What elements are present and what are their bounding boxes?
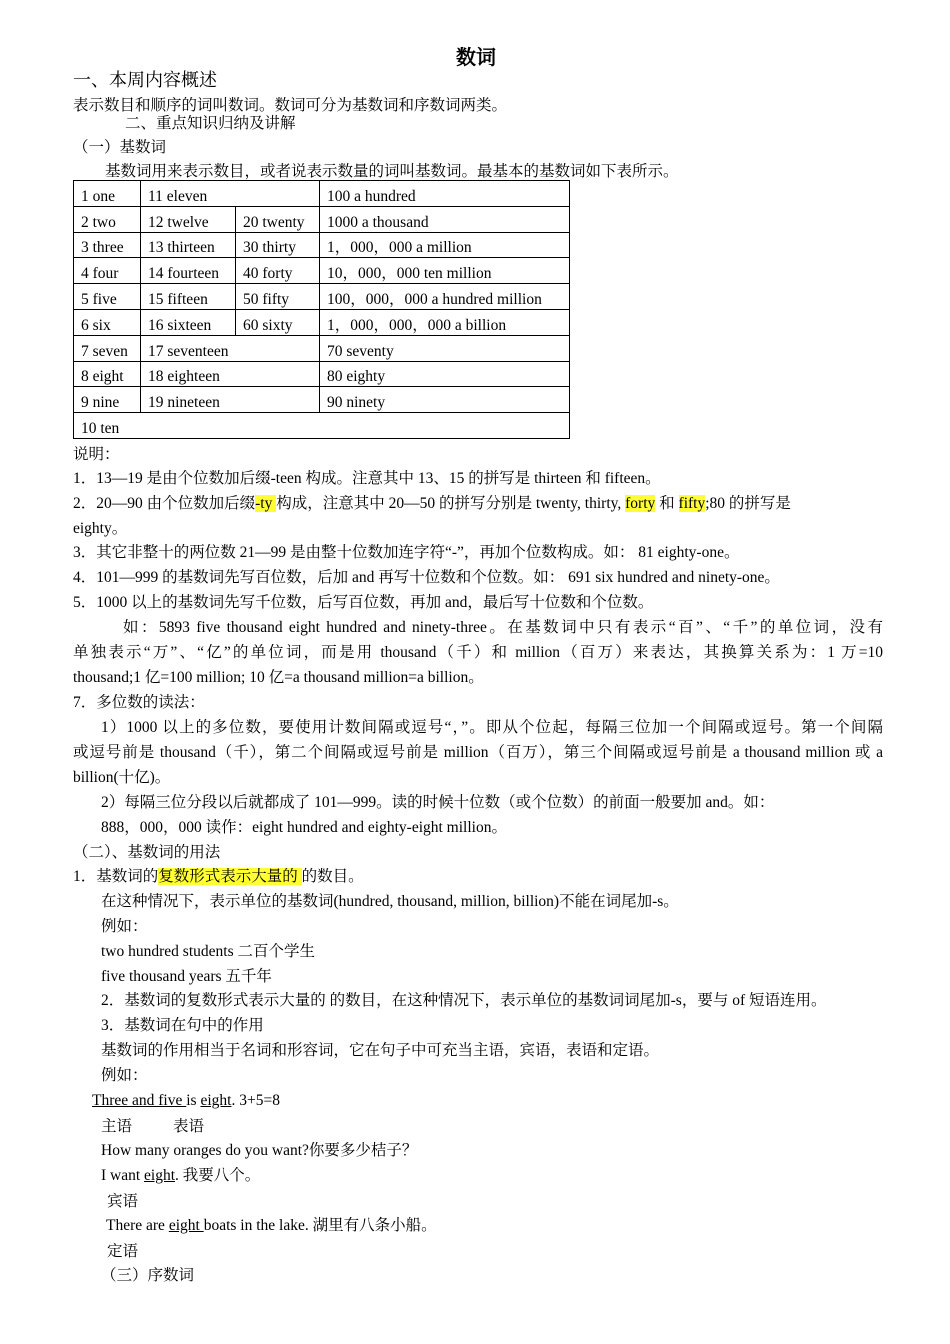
note-7-1-line1: 1）1000 以上的多位数，要使用计数间隔或逗号“，”。即从个位起，每隔三位加一个间隔或逗号。第一个间隔 bbox=[101, 719, 883, 736]
table-row bbox=[74, 335, 570, 361]
note-5-example-line2: 单独表示“万”、“亿”的单位词，而是用 thousand（千）和 million（百万）来表达，其换算关系为：1 万=10 bbox=[73, 644, 883, 661]
table-row bbox=[74, 284, 570, 310]
table-cell: 17 seventeen bbox=[141, 335, 320, 361]
highlight-fifty: fifty bbox=[678, 495, 706, 512]
example-label: 例如： bbox=[101, 918, 148, 935]
note-2-continued: eighty。 bbox=[73, 520, 128, 537]
table-cell: 5 five bbox=[74, 284, 141, 310]
note-4: 4．101—999 的基数词先写百位数，后加 and 再写十位数和个位数。如： 691 six hundred and ninety-one。 bbox=[73, 569, 780, 586]
note-7-2-example: 888，000，000 读作：eight hundred and eighty-eight million。 bbox=[101, 819, 507, 836]
sentence-4 bbox=[106, 1216, 437, 1236]
table-cell: 1 one bbox=[74, 181, 141, 207]
sentence-4-text: There are bbox=[106, 1217, 169, 1234]
usage-2: 2．基数词的复数形式表示大量的 的数目，在这种情况下，表示单位的基数词词尾加-s，要与 of 短语连用。 bbox=[101, 992, 827, 1009]
usage-1 bbox=[73, 867, 364, 887]
subheading-cardinal: （一）基数词 bbox=[73, 139, 167, 156]
table-cell: 60 sixty bbox=[236, 309, 320, 335]
highlight-forty: forty bbox=[625, 495, 656, 512]
sentence-3-text: . 我要八个。 bbox=[175, 1167, 261, 1184]
table-cell: 19 nineteen bbox=[141, 387, 320, 413]
table-cell: 50 fifty bbox=[236, 284, 320, 310]
table-row bbox=[74, 258, 570, 284]
note-2-text: 2．20—90 由个位数加后缀 bbox=[73, 495, 256, 512]
note-7: 7．多位数的读法： bbox=[73, 694, 205, 711]
table-cell: 18 eighteen bbox=[141, 361, 320, 387]
table-cell: 10 ten bbox=[74, 413, 570, 439]
table-cell: 7 seven bbox=[74, 335, 141, 361]
highlight-ty: -ty bbox=[255, 495, 277, 512]
note-7-1-line3: billion(十亿)。 bbox=[73, 769, 171, 786]
table-cell: 2 two bbox=[74, 206, 141, 232]
role-object: 宾语 bbox=[107, 1193, 139, 1210]
cardinal-number-table bbox=[73, 180, 570, 439]
table-cell: 1，000，000，000 a billion bbox=[320, 309, 570, 335]
notes-label: 说明： bbox=[73, 446, 120, 463]
sentence-1-subject: Three and five bbox=[92, 1092, 187, 1109]
sentence-3-object: eight bbox=[144, 1167, 176, 1184]
overview-text: 表示数目和顺序的词叫数词。数词可分为基数词和序数词两类。 bbox=[73, 97, 508, 114]
example-1: two hundred students 二百个学生 bbox=[101, 943, 315, 960]
table-cell: 4 four bbox=[74, 258, 141, 284]
table-cell: 1000 a thousand bbox=[320, 206, 570, 232]
role-predicative: 表语 bbox=[173, 1118, 205, 1135]
usage-3: 3．基数词在句中的作用 bbox=[101, 1017, 264, 1034]
sentence-4-text: boats in the lake. 湖里有八条小船。 bbox=[203, 1217, 437, 1234]
table-row bbox=[74, 232, 570, 258]
sentence-3 bbox=[101, 1166, 260, 1186]
sentence-1-predicative: eight bbox=[200, 1092, 232, 1109]
table-cell: 70 seventy bbox=[320, 335, 570, 361]
section-heading-overview: 一、本周内容概述 bbox=[73, 70, 217, 90]
note-7-2: 2）每隔三位分段以后就都成了 101—999。读的时候十位数（或个位数）的前面一般要加 and。如： bbox=[101, 794, 775, 811]
usage-3-text: 基数词的作用相当于名词和形容词，它在句子中可充当主语，宾语，表语和定语。 bbox=[101, 1042, 660, 1059]
table-row bbox=[74, 413, 570, 439]
sentence-2: How many oranges do you want?你要多少桔子？ bbox=[101, 1142, 418, 1159]
table-cell: 100 a hundred bbox=[320, 181, 570, 207]
usage-1-text: 1．基数词的 bbox=[73, 868, 159, 885]
table-row bbox=[74, 206, 570, 232]
sentence-4-attribute: eight bbox=[168, 1217, 204, 1234]
sentence-1-text: . 3+5=8 bbox=[231, 1092, 280, 1109]
note-5-example-line1: 如：5893 five thousand eight hundred and ninety-three。在基数词中只有表示“百”、“千”的单位词，没有 bbox=[123, 619, 883, 636]
usage-1-note: 在这种情况下，表示单位的基数词(hundred, thousand, million, billion)不能在词尾加-s。 bbox=[101, 893, 679, 910]
sentence-3-text: I want bbox=[101, 1167, 145, 1184]
table-row bbox=[74, 309, 570, 335]
table-cell: 1，000，000 a million bbox=[320, 232, 570, 258]
note-5: 5．1000 以上的基数词先写千位数，后写百位数，再加 and，最后写十位数和个位数。 bbox=[73, 594, 654, 611]
table-cell: 14 fourteen bbox=[141, 258, 236, 284]
table-cell: 6 six bbox=[74, 309, 141, 335]
table-row bbox=[74, 181, 570, 207]
table-row bbox=[74, 387, 570, 413]
table-cell: 16 sixteen bbox=[141, 309, 236, 335]
table-cell: 3 three bbox=[74, 232, 141, 258]
usage-1-text: 的数目。 bbox=[301, 868, 364, 885]
table-cell: 12 twelve bbox=[141, 206, 236, 232]
example-2: five thousand years 五千年 bbox=[101, 968, 272, 985]
sentence-1 bbox=[92, 1091, 280, 1111]
note-2-text: ;80 的拼写是 bbox=[705, 495, 791, 512]
table-cell: 10，000，000 ten million bbox=[320, 258, 570, 284]
note-3: 3．其它非整十的两位数 21—99 是由整十位数加连字符“-”，再加个位数构成。如： 81 eighty-one。 bbox=[73, 544, 740, 561]
cardinal-intro: 基数词用来表示数目，或者说表示数量的词叫基数词。最基本的基数词如下表所示。 bbox=[105, 163, 679, 180]
example-label-2: 例如： bbox=[101, 1067, 148, 1084]
page-title: 数词 bbox=[456, 45, 496, 69]
subheading-usage: （二）、基数词的用法 bbox=[73, 844, 221, 861]
section-heading-key-points: 二、重点知识归纳及讲解 bbox=[125, 115, 296, 132]
table-cell: 8 eight bbox=[74, 361, 141, 387]
table-cell: 100，000，000 a hundred million bbox=[320, 284, 570, 310]
role-subject: 主语 bbox=[101, 1118, 133, 1135]
sentence-1-text: is bbox=[186, 1092, 201, 1109]
table-cell: 15 fifteen bbox=[141, 284, 236, 310]
table-cell: 9 nine bbox=[74, 387, 141, 413]
highlight-plural-form: 复数形式表示大量的 bbox=[158, 868, 302, 885]
table-cell: 13 thirteen bbox=[141, 232, 236, 258]
role-attribute: 定语 bbox=[107, 1243, 139, 1260]
table-row bbox=[74, 361, 570, 387]
subheading-ordinal: （三）序数词 bbox=[101, 1267, 195, 1284]
note-2-text: 构成，注意其中 20—50 的拼写分别是 twenty, thirty, bbox=[276, 495, 626, 512]
table-cell: 11 eleven bbox=[141, 181, 320, 207]
table-cell: 90 ninety bbox=[320, 387, 570, 413]
note-2 bbox=[73, 494, 791, 514]
note-7-1-line2: 或逗号前是 thousand（千），第二个间隔或逗号前是 million（百万），第三个间隔或逗号前是 a thousand million 或 a bbox=[73, 744, 883, 761]
note-5-example-line3: thousand;1 亿=100 million; 10 亿=a thousand million=a billion。 bbox=[73, 669, 484, 686]
table-cell: 30 thirty bbox=[236, 232, 320, 258]
table-cell: 20 twenty bbox=[236, 206, 320, 232]
note-2-text: 和 bbox=[655, 495, 679, 512]
table-cell: 80 eighty bbox=[320, 361, 570, 387]
note-1: 1．13—19 是由个位数加后缀-teen 构成。注意其中 13、15 的拼写是 thirteen 和 fifteen。 bbox=[73, 470, 661, 487]
table-cell: 40 forty bbox=[236, 258, 320, 284]
